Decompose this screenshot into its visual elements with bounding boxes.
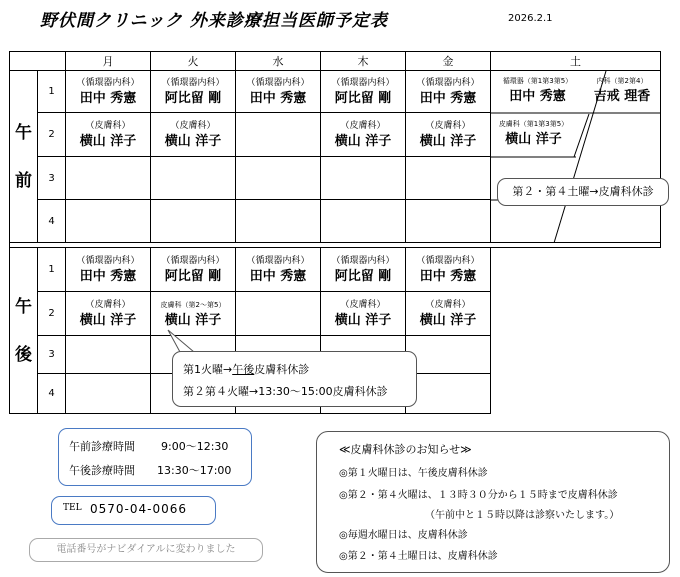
doctor-name: 阿比留 剛 (334, 90, 392, 106)
slot-cell-empty (66, 200, 151, 243)
sat-r1-left (495, 75, 580, 105)
hours-box (58, 428, 252, 486)
slot-cell (406, 292, 491, 336)
slot-cell-empty (406, 157, 491, 200)
row-number: 4 (38, 200, 66, 243)
doctor-name: 田中 秀憲 (249, 268, 307, 284)
slot-cell (321, 71, 406, 113)
day-mon: 月 (66, 52, 151, 71)
sat-am-cell (491, 71, 661, 243)
tue-callout-line-1 (183, 361, 309, 377)
specialty: （循環器内科） (416, 255, 480, 266)
sat-closure-callout (497, 178, 669, 206)
tel-box (51, 496, 216, 525)
slot-cell (236, 71, 321, 113)
tel-change-note: 電話番号がナビダイアルに変わりました (29, 538, 263, 562)
pm-hours-label: 午後診療時間 (69, 464, 135, 477)
day-thu: 木 (321, 52, 406, 71)
slot-cell (151, 71, 236, 113)
doctor-name: 田中 秀憲 (79, 90, 137, 106)
slot-cell (406, 71, 491, 113)
pm-char-1: 午 (15, 296, 32, 317)
tue-closure-callout (172, 351, 417, 407)
slot-cell (236, 248, 321, 292)
specialty: （循環器内科） (246, 255, 310, 266)
row-number: 4 (38, 374, 66, 414)
specialty: （皮膚科） (425, 299, 471, 310)
row-number: 3 (38, 336, 66, 374)
notice-line: ◎第２・第４土曜日は、皮膚科休診 (339, 551, 498, 562)
slot-cell-empty (151, 157, 236, 200)
tue-callout-line-2: 第２第４火曜→13:30～15:00皮膚科休診 (183, 385, 388, 398)
pm-hours-time: 13:30～17:00 (157, 464, 232, 477)
slot-cell-empty (66, 374, 151, 414)
slot-cell-empty (236, 113, 321, 157)
am-char-2: 前 (15, 170, 32, 191)
row-number: 2 (38, 292, 66, 336)
doctor-name: 阿比留 剛 (164, 90, 222, 106)
specialty: （皮膚科） (170, 120, 216, 131)
slot-cell-empty (321, 200, 406, 243)
slot-cell (406, 248, 491, 292)
slot-cell-empty (406, 336, 491, 374)
pm-row-1 (10, 248, 661, 292)
doctor-name: 横山 洋子 (505, 132, 562, 147)
day-wed: 水 (236, 52, 321, 71)
tue-underlined: 午後 (232, 363, 255, 376)
slot-cell-empty (236, 292, 321, 336)
row-number: 1 (38, 71, 66, 113)
row-number: 1 (38, 248, 66, 292)
doctor-name: 田中 秀憲 (79, 268, 137, 284)
notice-line: （午前中と１５時以降は診察いたします。） (425, 510, 620, 521)
tel-number[interactable]: 0570-04-0066 (90, 502, 188, 516)
slot-cell-empty (236, 157, 321, 200)
sat-closure-text: 第２・第４土曜→皮膚科休診 (512, 185, 654, 198)
slot-cell-empty (151, 200, 236, 243)
slot-cell-empty (321, 157, 406, 200)
doctor-name: 横山 洋子 (419, 133, 477, 149)
specialty: （循環器内科） (76, 77, 140, 88)
pm-char-2: 後 (15, 344, 32, 365)
doctor-name: 横山 洋子 (334, 133, 392, 149)
specialty: （循環器内科） (331, 255, 395, 266)
slot-cell-empty (406, 374, 491, 414)
day-fri: 金 (406, 52, 491, 71)
doctor-name: 田中 秀憲 (419, 90, 477, 106)
specialty: （皮膚科） (425, 120, 471, 131)
am-hours-time: 9:00～12:30 (161, 440, 229, 453)
specialty: （皮膚科） (85, 120, 131, 131)
specialty: （皮膚科） (85, 299, 131, 310)
specialty: （循環器内科） (331, 77, 395, 88)
tue-suffix: 皮膚科休診 (254, 363, 310, 376)
specialty: （循環器内科） (161, 77, 225, 88)
specialty: （循環器内科） (416, 77, 480, 88)
specialty: 内科（第2第4） (596, 77, 648, 85)
day-header-row (10, 52, 661, 71)
doctor-name: 田中 秀憲 (509, 89, 566, 104)
row-number: 3 (38, 157, 66, 200)
slot-cell-empty (66, 336, 151, 374)
sat-r1-right (583, 75, 661, 105)
doctor-name: 横山 洋子 (79, 133, 137, 149)
day-sat: 土 (491, 52, 661, 71)
specialty: （循環器内科） (76, 255, 140, 266)
dermatology-notice (316, 431, 670, 573)
doctor-name: 吉戒 理香 (593, 89, 651, 104)
slot-cell (151, 113, 236, 157)
doctor-name: 横山 洋子 (419, 312, 477, 328)
slot-cell (406, 113, 491, 157)
notice-line: ◎毎週水曜日は、皮膚科休診 (339, 530, 468, 541)
doctor-name: 阿比留 剛 (164, 268, 222, 284)
am-row-1 (10, 71, 661, 113)
doctor-name: 田中 秀憲 (249, 90, 307, 106)
sat-pm-blank (491, 248, 661, 414)
specialty: （循環器内科） (246, 77, 310, 88)
sat-r2 (491, 118, 576, 148)
specialty: 循環器（第1第3第5） (502, 77, 573, 85)
specialty: 皮膚科（第1第3第5） (498, 120, 569, 128)
doctor-name: 横山 洋子 (334, 312, 392, 328)
slot-cell-empty (66, 157, 151, 200)
doctor-name: 田中 秀憲 (419, 268, 477, 284)
specialty: （皮膚科） (340, 299, 386, 310)
am-char-1: 午 (15, 122, 32, 143)
notice-line: ◎第１火曜日は、午後皮膚科休診 (339, 468, 488, 479)
row-number: 2 (38, 113, 66, 157)
doctor-name: 横山 洋子 (79, 312, 137, 328)
slot-cell (321, 248, 406, 292)
specialty: （皮膚科） (340, 120, 386, 131)
am-period-label (10, 71, 38, 243)
day-tue: 火 (151, 52, 236, 71)
notice-line: ◎第２・第４火曜は、１３時３０分から１５時まで皮膚科休診 (339, 490, 618, 501)
doctor-name: 阿比留 剛 (334, 268, 392, 284)
slot-cell (66, 113, 151, 157)
tel-label: TEL (63, 503, 82, 513)
slot-cell (151, 248, 236, 292)
slot-cell (66, 71, 151, 113)
pm-period-label (10, 248, 38, 414)
page-title: 野伏間クリニック 外来診療担当医師予定表 (40, 11, 388, 31)
doctor-name: 横山 洋子 (164, 133, 222, 149)
corner-cell (10, 52, 66, 71)
slot-cell (66, 292, 151, 336)
slot-cell (321, 292, 406, 336)
notice-title: ≪皮膚科休診のお知らせ≫ (339, 443, 472, 456)
tue-prefix: 第1火曜→ (183, 363, 233, 376)
issue-date: 2026.2.1 (508, 13, 553, 24)
slot-cell-empty (406, 200, 491, 243)
slot-cell (321, 113, 406, 157)
slot-cell (66, 248, 151, 292)
doctor-name: 横山 洋子 (164, 312, 222, 328)
slot-cell-empty (236, 200, 321, 243)
specialty: 皮膚科（第2～第5） (160, 300, 226, 309)
am-hours-label: 午前診療時間 (69, 440, 135, 453)
specialty: （循環器内科） (161, 255, 225, 266)
